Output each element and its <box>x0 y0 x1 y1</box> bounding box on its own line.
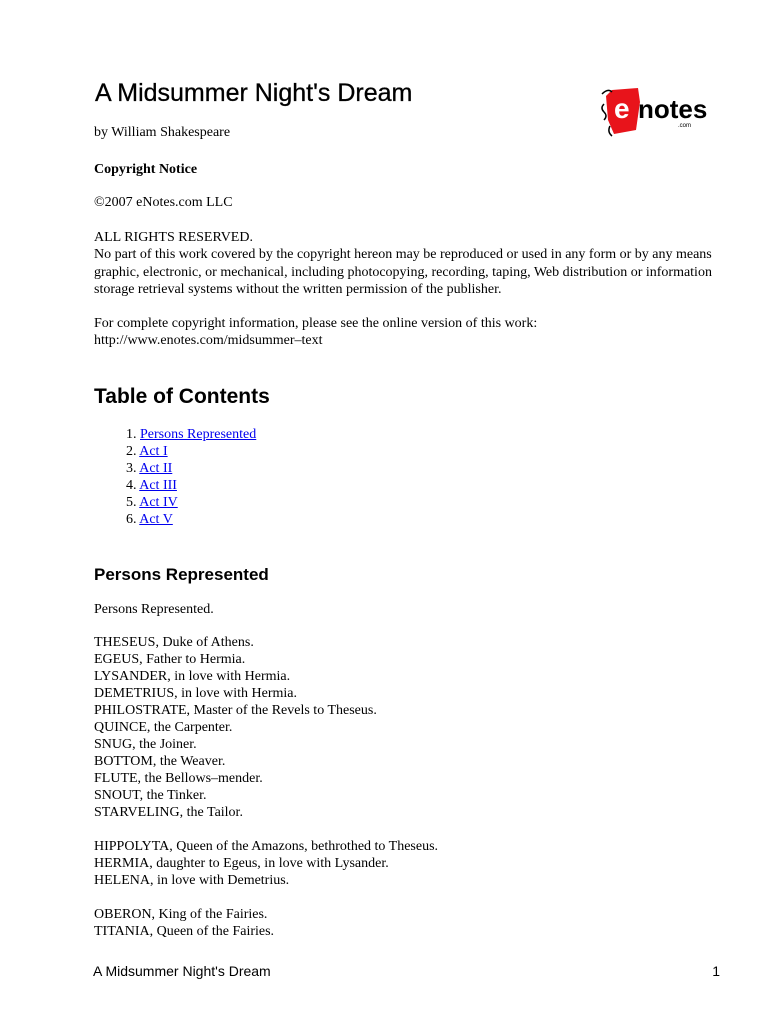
logo-dotcom: .com <box>678 123 692 129</box>
person-entry: TITANIA, Queen of the Fairies. <box>94 923 275 939</box>
copyright-info-text: For complete copyright information, please see the online version of this work: <box>94 316 538 331</box>
toc-link-act-2[interactable]: Act II <box>139 461 173 476</box>
copyright-heading: Copyright Notice <box>94 162 198 177</box>
rights-line: graphic, electronic, or mechanical, including photocopying, recording, taping, Web distribution or information <box>94 264 712 280</box>
byline: by William Shakespeare <box>94 125 231 140</box>
page-number: 1 <box>712 963 720 979</box>
rights-block <box>94 229 734 298</box>
toc-link-act-5[interactable]: Act V <box>139 512 173 527</box>
toc-item-number: 5. <box>126 495 137 510</box>
toc-link-persons-represented[interactable]: Persons Represented <box>140 427 257 442</box>
person-entry: BOTTOM, the Weaver. <box>94 753 226 769</box>
toc-item-number: 1. <box>126 427 137 442</box>
rights-reserved: ALL RIGHTS RESERVED. <box>94 230 253 245</box>
toc-item <box>126 511 256 528</box>
enotes-logo <box>600 84 720 140</box>
person-entry: SNUG, the Joiner. <box>94 736 197 752</box>
persons-list-men <box>94 635 377 821</box>
person-entry: FLUTE, the Bellows–mender. <box>94 770 263 786</box>
person-entry: PHILOSTRATE, Master of the Revels to Theseus. <box>94 702 377 718</box>
persons-list-fairies <box>94 907 274 941</box>
person-entry: OBERON, King of the Fairies. <box>94 907 268 922</box>
document-title: A Midsummer Night's Dream <box>95 79 413 107</box>
persons-list-women <box>94 839 438 890</box>
copyright-info <box>94 315 734 350</box>
enotes-logo-graphic <box>600 84 720 140</box>
persons-heading: Persons Represented <box>94 565 269 584</box>
toc-item-number: 2. <box>126 444 137 459</box>
person-entry: THESEUS, Duke of Athens. <box>94 635 254 650</box>
person-entry: SNOUT, the Tinker. <box>94 787 207 803</box>
toc-link-act-3[interactable]: Act III <box>139 478 177 493</box>
toc-item <box>126 460 256 477</box>
svg-text:e: e <box>614 93 630 124</box>
person-entry: EGEUS, Father to Hermia. <box>94 651 246 667</box>
copyright-info-url: http://www.enotes.com/midsummer–text <box>94 333 323 349</box>
person-entry: HERMIA, daughter to Egeus, in love with Lysander. <box>94 855 389 871</box>
person-entry: STARVELING, the Tailor. <box>94 804 243 820</box>
toc-list <box>126 426 256 528</box>
copyright-year: ©2007 eNotes.com LLC <box>94 195 233 210</box>
toc-link-act-1[interactable]: Act I <box>139 444 168 459</box>
toc-link-act-4[interactable]: Act IV <box>139 495 178 510</box>
rights-line: storage retrieval systems without the written permission of the publisher. <box>94 281 502 297</box>
toc-item <box>126 426 256 443</box>
person-entry: HIPPOLYTA, Queen of the Amazons, bethrothed to Theseus. <box>94 839 439 854</box>
footer-title: A Midsummer Night's Dream <box>93 963 271 979</box>
person-entry: DEMETRIUS, in love with Hermia. <box>94 685 297 701</box>
toc-heading: Table of Contents <box>94 385 270 408</box>
logo-wordmark: notes <box>638 94 708 124</box>
rights-line: No part of this work covered by the copyright hereon may be reproduced or used in any form or by any means <box>94 247 712 263</box>
toc-item <box>126 443 256 460</box>
toc-item-number: 6. <box>126 512 137 527</box>
toc-item <box>126 477 256 494</box>
persons-intro: Persons Represented. <box>94 602 214 617</box>
person-entry: QUINCE, the Carpenter. <box>94 719 233 735</box>
person-entry: LYSANDER, in love with Hermia. <box>94 668 291 684</box>
toc-item <box>126 494 256 511</box>
toc-item-number: 4. <box>126 478 137 493</box>
person-entry: HELENA, in love with Demetrius. <box>94 872 290 888</box>
toc-item-number: 3. <box>126 461 137 476</box>
